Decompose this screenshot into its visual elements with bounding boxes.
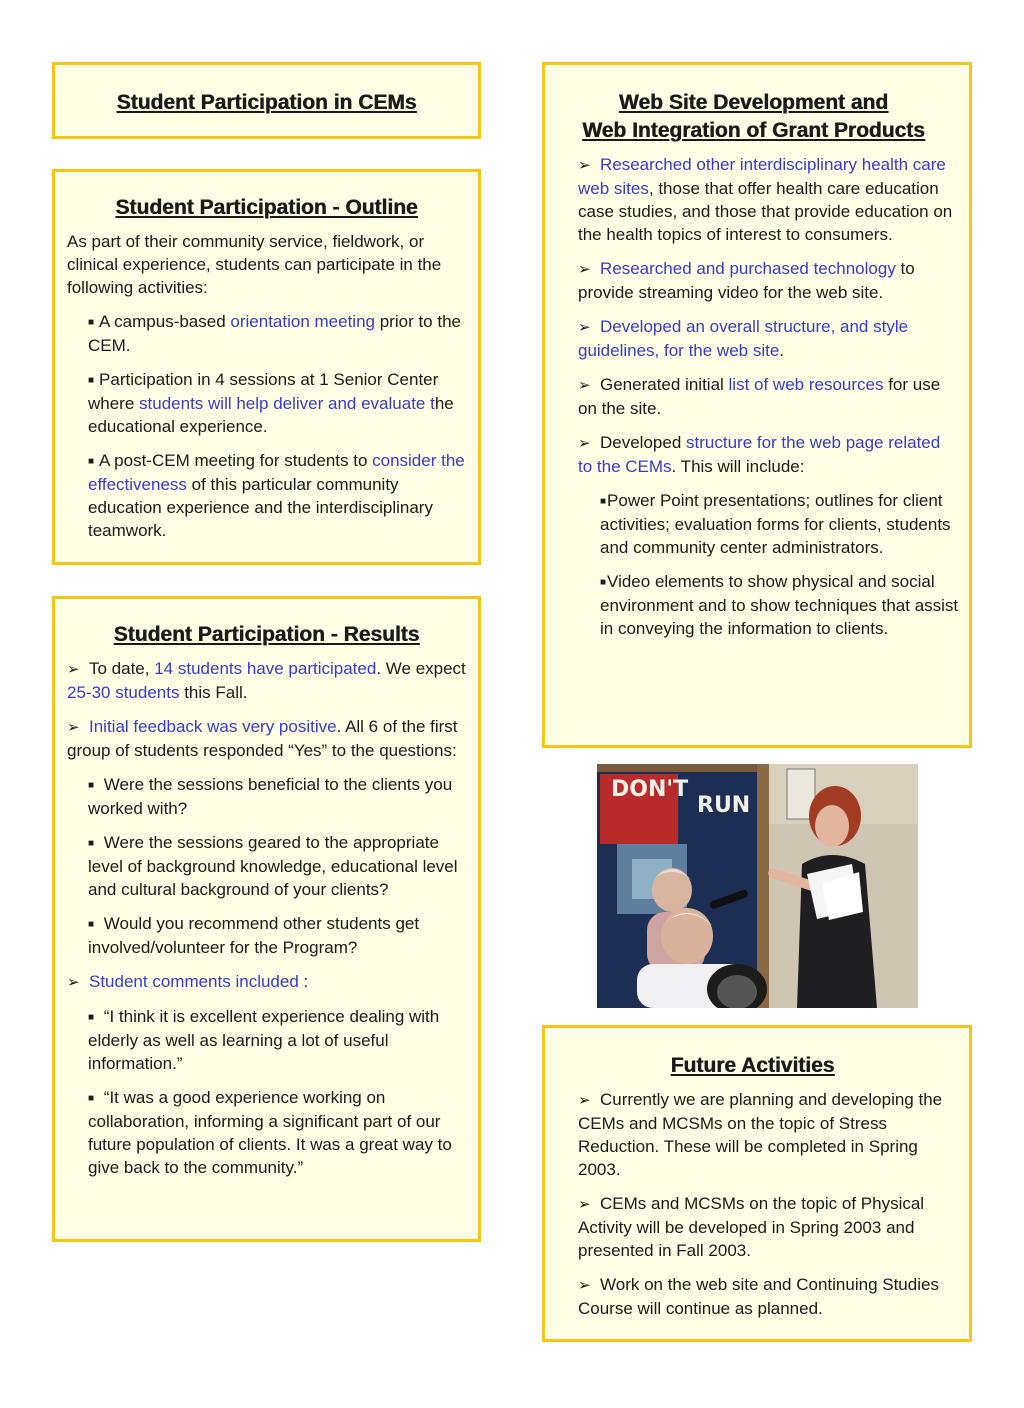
outline-item1-highlight: orientation meeting xyxy=(230,312,375,331)
square-bullet-icon: ■ xyxy=(88,838,95,849)
results-participation xyxy=(67,657,466,704)
results-p2-text: . All 6 of the first group of students responded “Yes” to the questions: xyxy=(67,717,458,760)
web-sub-presentations xyxy=(578,489,959,559)
outline-item-orientation xyxy=(67,310,466,357)
photo-illustration xyxy=(597,764,918,1008)
future-panel xyxy=(542,1025,972,1342)
outline-item1-text-end: prior to the CEM. xyxy=(88,312,461,355)
square-bullet-icon: ■ xyxy=(88,1093,95,1104)
arrow-bullet-icon: ➢ xyxy=(578,1196,591,1213)
future-bullet-website xyxy=(545,1273,957,1320)
results-title: Student Participation - Results xyxy=(113,623,420,646)
arrow-bullet-icon: ➢ xyxy=(578,261,591,278)
square-bullet-icon: ■ xyxy=(88,919,95,930)
results-question-3 xyxy=(67,912,466,959)
arrow-bullet-icon: ➢ xyxy=(67,661,80,678)
results-p1-text-mid: . We expect xyxy=(376,659,466,678)
future-f2-text: CEMs and MCSMs on the topic of Physical Activity will be developed in Spring 2003 and presented in Fall 2003. xyxy=(578,1194,925,1260)
web-title xyxy=(578,89,959,145)
results-question-1 xyxy=(67,773,466,820)
web-b4-text: Generated initial xyxy=(600,375,729,394)
results-comment-1 xyxy=(67,1005,466,1075)
photo-sign-line2: RUN xyxy=(697,793,751,818)
arrow-bullet-icon: ➢ xyxy=(578,377,591,394)
results-p1-text: To date, xyxy=(89,659,155,678)
future-f3-text: Work on the web site and Continuing Studies Course will continue as planned. xyxy=(578,1275,939,1318)
outline-item3-text-end: of this particular community education experience and the interdisciplinary teamwork. xyxy=(88,475,433,540)
web-bullet-technology xyxy=(545,257,959,304)
results-comments-heading xyxy=(67,970,466,994)
outline-intro: As part of their community service, fieldwork, or clinical experience, students can participate in the following activities: xyxy=(67,232,442,297)
results-c2-text: “It was a good experience working on collaboration, informing a significant part of our future population of clients. It was a great way to give back to the community.” xyxy=(88,1088,452,1177)
square-bullet-icon: ■ xyxy=(88,317,95,328)
results-q1-text: Were the sessions beneficial to the clients you worked with? xyxy=(88,775,453,818)
results-p1-highlight2: 25-30 students xyxy=(67,683,180,702)
results-p1-highlight: 14 students have participated xyxy=(154,659,377,678)
arrow-bullet-icon: ➢ xyxy=(578,435,591,452)
photo-sign-line1: DON'T xyxy=(611,777,689,802)
web-b4-text-end: for use on the site. xyxy=(578,375,941,418)
results-q2-text: Were the sessions geared to the appropriate level of background knowledge, educational level and cultural background of your clients? xyxy=(88,833,458,899)
web-bullet-cem-page xyxy=(545,431,959,478)
results-c1-text: “I think it is excellent experience dealing with elderly as well as learning a lot of useful information.” xyxy=(88,1007,440,1073)
outline-title: Student Participation - Outline xyxy=(115,196,418,219)
cems-title: Student Participation in CEMs xyxy=(116,91,417,114)
web-b5-text-end: . This will include: xyxy=(671,457,805,476)
future-title: Future Activities xyxy=(670,1054,835,1077)
outline-item2-text-end: he educational experience. xyxy=(88,394,454,436)
cems-panel xyxy=(52,62,481,139)
square-bullet-icon: ■ xyxy=(88,456,95,467)
outline-item2-highlight: students will help deliver and evaluate t xyxy=(139,394,435,413)
results-p2-highlight: Initial feedback was very positive xyxy=(89,717,337,736)
web-b1-highlight: Researched other interdisciplinary health care web sites xyxy=(578,155,946,198)
square-bullet-icon: ■ xyxy=(88,375,95,386)
arrow-bullet-icon: ➢ xyxy=(578,157,591,174)
results-question-2 xyxy=(67,831,466,901)
results-comment-2 xyxy=(67,1086,466,1179)
web-b1-text: , those that offer health care education case studies, and those that provide education on the health topics of interest to consumers. xyxy=(578,179,953,244)
results-feedback xyxy=(67,715,466,762)
web-b2-highlight: Researched and purchased technology xyxy=(600,259,896,278)
web-bullet-resources xyxy=(545,373,959,420)
senior-center-photo xyxy=(597,764,918,1008)
results-q3-text: Would you recommend other students get involved/volunteer for the Program? xyxy=(88,914,420,957)
web-title-line2: Web Integration of Grant Products xyxy=(582,119,925,142)
web-panel xyxy=(542,62,972,748)
outline-item2-text: Participation in 4 sessions at 1 Senior Center where xyxy=(88,370,439,413)
web-b4-highlight: list of web resources xyxy=(728,375,884,394)
outline-item3-text: A post-CEM meeting for students to xyxy=(99,451,373,470)
web-bullet-research xyxy=(545,153,959,246)
web-s1-text: Power Point presentations; outlines for client activities; evaluation forms for clients, students and community center administrators. xyxy=(600,491,951,557)
web-s2-text: Video elements to show physical and social environment and to show techniques that assist in conveying the information to clients. xyxy=(600,572,959,638)
web-sub-video xyxy=(578,570,959,640)
square-bullet-icon: ■ xyxy=(600,577,607,588)
results-p3-text: : xyxy=(298,972,309,991)
web-b3-highlight: Developed an overall structure, and style guidelines, for the web site xyxy=(578,317,909,360)
arrow-bullet-icon: ➢ xyxy=(67,719,80,736)
square-bullet-icon: ■ xyxy=(88,1012,95,1023)
outline-item1-text: A campus-based xyxy=(99,312,231,331)
outline-panel xyxy=(52,169,481,565)
web-b5-text: Developed xyxy=(600,433,687,452)
results-p1-text-end: this Fall. xyxy=(179,683,248,702)
results-p3-highlight: Student comments included xyxy=(89,972,299,991)
square-bullet-icon: ■ xyxy=(88,780,95,791)
future-f1-text: Currently we are planning and developing the CEMs and MCSMs on the topic of Stress Reduction. These will be completed in Spring 2003. xyxy=(578,1090,943,1179)
arrow-bullet-icon: ➢ xyxy=(578,1277,591,1294)
web-bullet-structure xyxy=(545,315,959,362)
outline-item3-highlight: consider the effectiveness xyxy=(88,451,465,494)
web-b2-text: to provide streaming video for the web site. xyxy=(578,259,915,302)
outline-item-post-meeting xyxy=(67,449,466,542)
results-panel xyxy=(52,596,481,1242)
arrow-bullet-icon: ➢ xyxy=(67,974,80,991)
web-b3-text: . xyxy=(779,341,785,360)
web-title-line1: Web Site Development and xyxy=(618,91,889,114)
web-b5-highlight: structure for the web page related to the CEMs xyxy=(578,433,941,476)
square-bullet-icon: ■ xyxy=(600,496,607,507)
arrow-bullet-icon: ➢ xyxy=(578,1092,591,1109)
arrow-bullet-icon: ➢ xyxy=(578,319,591,336)
future-bullet-physical xyxy=(545,1192,957,1262)
future-bullet-stress xyxy=(545,1088,957,1181)
outline-item-sessions xyxy=(67,368,466,438)
